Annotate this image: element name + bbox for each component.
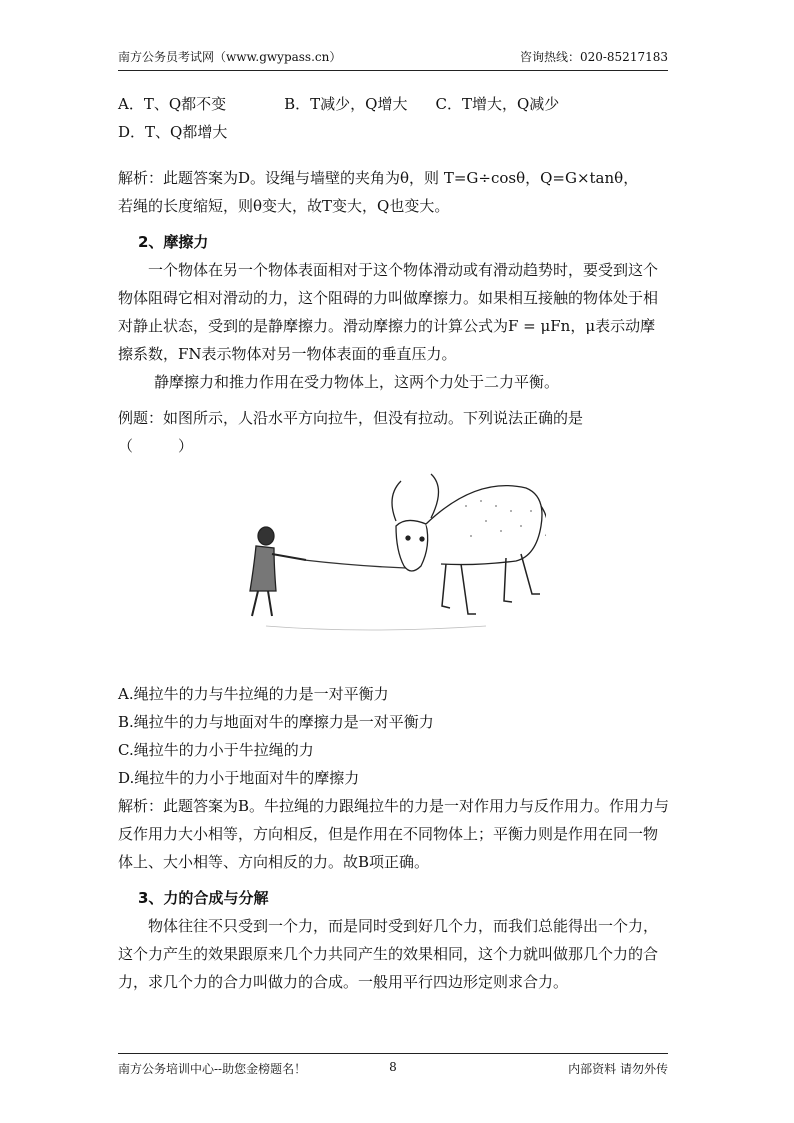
section2-para1: 一个物体在另一个物体表面相对于这个物体滑动或有滑动趋势时，要受到这个物体阻碍它相对滑动的力，这个阻碍的力叫做摩擦力。如果相互接触的物体处于相对静止状态，受到的是静摩擦力。滑动摩擦力的计算公式为F = μFn，μ表示动摩擦系数，FN表示物体对另一物体表面的垂直压力。	[118, 261, 659, 363]
example-analysis: 解析：此题答案为B。牛拉绳的力跟绳拉牛的力是一对作用力与反作用力。作用力与反作用力大小相等，方向相反，但是作用在不同物体上；平衡力则是作用在同一物体上、大小相等、方向相反的力。故B项正确。	[118, 797, 670, 871]
page-number: 8	[389, 1060, 397, 1074]
example-option-d: D.绳拉牛的力小于地面对牛的摩擦力	[118, 769, 360, 787]
example-option-a: A.绳拉牛的力与牛拉绳的力是一对平衡力	[118, 685, 389, 703]
q1-option-a: A．T、Q都不变	[118, 95, 227, 113]
q1-analysis-line2: 若绳的长度缩短，则θ变大，故T变大，Q也变大。	[118, 197, 450, 215]
q1-option-b: B．T减少，Q增大	[284, 95, 408, 113]
page-footer	[118, 1053, 668, 1077]
page-header	[118, 48, 668, 71]
example-blank: （ ）	[118, 437, 194, 455]
section3-title: 3、力的合成与分解	[138, 889, 269, 907]
section2-para2: 静摩擦力和推力作用在受力物体上，这两个力处于二力平衡。	[154, 373, 560, 391]
example-option-b: B.绳拉牛的力与地面对牛的摩擦力是一对平衡力	[118, 713, 434, 731]
q1-option-c: C．T增大，Q减少	[435, 95, 560, 113]
page-content	[118, 90, 670, 996]
man-pulling-ox-illustration	[246, 466, 546, 656]
q1-analysis-line1: 解析：此题答案为D。设绳与墙壁的夹角为θ，则 T=G÷cosθ，Q=G×tanθ，	[118, 169, 639, 187]
section3-para1: 物体往往不只受到一个力，而是同时受到好几个力，而我们总能得出一个力，这个力产生的效果跟原来几个力共同产生的效果相同，这个力就叫做那几个力的合力，求几个力的合力叫做力的合成。一般用平行四边形定则求合力。	[118, 917, 659, 991]
section2-title: 2、摩擦力	[138, 233, 209, 251]
q1-options	[118, 90, 670, 146]
footer-slogan: 南方公务培训中心--助您金榜题名！	[118, 1062, 307, 1076]
example-option-c: C.绳拉牛的力小于牛拉绳的力	[118, 741, 314, 759]
example-question: 例题：如图所示，人沿水平方向拉牛，但没有拉动。下列说法正确的是	[118, 409, 584, 427]
header-hotline: 咨询热线：020-85217183	[519, 50, 668, 64]
header-site: 南方公务员考试网（www.gwypass.cn）	[118, 50, 342, 64]
footer-notice: 内部资料 请勿外传	[568, 1062, 668, 1076]
q1-option-d: D．T、Q都增大	[118, 123, 228, 141]
man-pulling-ox-figure	[118, 460, 670, 680]
